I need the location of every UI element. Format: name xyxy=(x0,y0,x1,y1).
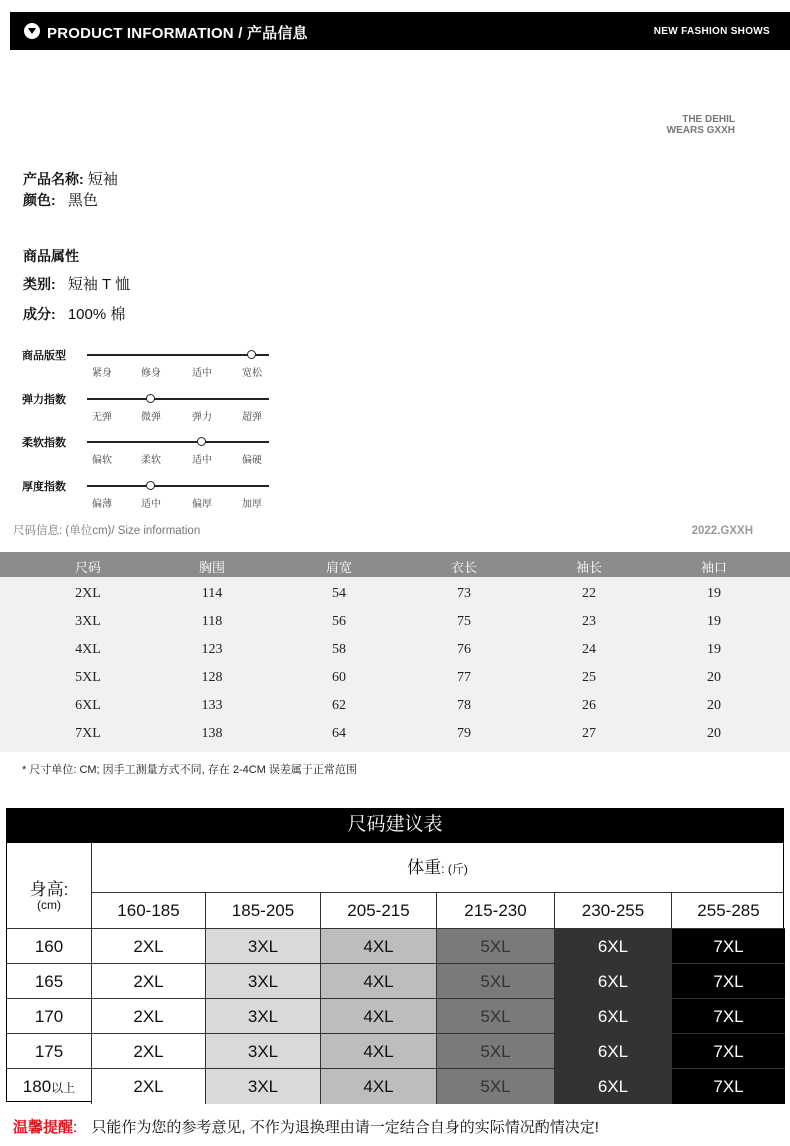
index-option: 无弹 xyxy=(92,412,112,423)
size-table-cell: 114 xyxy=(201,586,223,601)
size-cell: 6XL xyxy=(555,1069,672,1104)
size-cell: 2XL xyxy=(92,964,206,999)
height-cell xyxy=(7,1069,92,1104)
category-label: 类别: xyxy=(23,276,56,292)
index-option: 超弹 xyxy=(242,412,262,423)
index-option: 紧身 xyxy=(92,368,112,379)
index-track xyxy=(87,441,269,443)
size-table-cell: 128 xyxy=(201,670,223,685)
size-cell: 6XL xyxy=(555,964,672,999)
size-cell: 4XL xyxy=(321,999,437,1034)
size-table-cell: 56 xyxy=(332,614,346,629)
size-cell: 5XL xyxy=(437,999,555,1034)
material-label: 成分: xyxy=(23,306,56,322)
size-cell: 5XL xyxy=(437,964,555,999)
index-row xyxy=(22,478,282,522)
size-table-cell: 76 xyxy=(457,642,471,657)
down-arrow-icon xyxy=(24,23,40,39)
index-label: 厚度指数 xyxy=(22,481,66,493)
size-table-cell: 4XL xyxy=(75,642,101,657)
size-table-cell: 75 xyxy=(457,614,471,629)
index-option: 偏厚 xyxy=(192,499,212,510)
size-table-header-cell: 袖口 xyxy=(700,560,727,575)
size-cell: 4XL xyxy=(321,1034,437,1069)
size-cell: 4XL xyxy=(321,929,437,964)
size-table-cell: 20 xyxy=(707,698,721,713)
size-info-label: 尺码信息: (单位cm)/ Size information xyxy=(13,525,201,537)
attribute-material xyxy=(23,303,125,324)
size-cell: 6XL xyxy=(555,929,672,964)
height-cell xyxy=(7,929,92,964)
size-cell: 3XL xyxy=(206,929,321,964)
size-table-cell: 133 xyxy=(201,698,223,713)
product-color-value: 黑色 xyxy=(67,192,98,209)
size-table-header-cell: 衣长 xyxy=(450,560,477,575)
reminder-text: 只能作为您的参考意见, 不作为退换理由请一定结合自身的实际情况酌情决定! xyxy=(91,1119,599,1136)
index-row xyxy=(22,434,282,478)
material-value: 100% 棉 xyxy=(67,306,126,323)
size-table-cell: 78 xyxy=(457,698,471,713)
size-table-cell: 79 xyxy=(457,726,471,741)
size-cell: 6XL xyxy=(555,1034,672,1069)
size-cell: 3XL xyxy=(206,999,321,1034)
size-table-cell: 58 xyxy=(332,642,346,657)
size-table-cell: 19 xyxy=(707,586,721,601)
weight-unit: : (斤) xyxy=(441,862,468,876)
weight-label: 体重 xyxy=(407,858,442,877)
weight-range-cell: 185-205 xyxy=(206,893,321,929)
index-option: 宽松 xyxy=(242,368,262,379)
size-table-cell: 6XL xyxy=(75,698,101,713)
reminder-label: 温馨提醒 xyxy=(13,1119,74,1136)
index-option: 适中 xyxy=(192,368,212,379)
attributes-title: 商品属性 xyxy=(23,248,79,264)
size-cell: 2XL xyxy=(92,1069,206,1104)
size-table-header xyxy=(0,552,790,577)
size-cell: 7XL xyxy=(672,1069,785,1104)
attribute-category xyxy=(23,273,130,294)
index-knob xyxy=(146,394,155,403)
size-table-cell: 23 xyxy=(582,614,596,629)
weight-range-cell: 230-255 xyxy=(555,893,672,929)
size-table-cell: 118 xyxy=(201,614,223,629)
size-table-cell: 54 xyxy=(332,586,346,601)
index-knob xyxy=(146,481,155,490)
brand-line-1: THE DEHIL xyxy=(682,114,735,125)
size-table-cell: 62 xyxy=(332,698,346,713)
size-cell: 2XL xyxy=(92,999,206,1034)
size-cell: 3XL xyxy=(206,964,321,999)
index-row xyxy=(22,347,282,391)
size-cell: 4XL xyxy=(321,964,437,999)
size-table-header-cell: 肩宽 xyxy=(325,560,352,575)
index-option: 柔软 xyxy=(141,455,161,466)
product-name-label: 产品名称: xyxy=(23,171,84,187)
index-label: 柔软指数 xyxy=(22,437,66,449)
index-option: 适中 xyxy=(141,499,161,510)
height-value: 175 xyxy=(34,1042,64,1061)
header-tagline: NEW FASHION SHOWS xyxy=(653,26,770,37)
height-cell xyxy=(7,1034,92,1069)
height-header xyxy=(7,843,92,929)
height-unit: (cm) xyxy=(37,898,61,912)
size-table-cell: 27 xyxy=(582,726,596,741)
index-option: 偏软 xyxy=(92,455,112,466)
recommend-title: 尺码建议表 xyxy=(6,808,784,842)
brand-mark xyxy=(667,114,735,136)
size-table-cell: 19 xyxy=(707,614,721,629)
height-cell xyxy=(7,999,92,1034)
size-cell: 7XL xyxy=(672,1034,785,1069)
product-color-label: 颜色: xyxy=(23,192,56,208)
size-cell: 7XL xyxy=(672,999,785,1034)
header-bar xyxy=(10,12,790,50)
header-title: PRODUCT INFORMATION / 产品信息 xyxy=(47,25,308,42)
size-table-cell: 2XL xyxy=(75,586,101,601)
index-track xyxy=(87,485,269,487)
size-table-cell: 60 xyxy=(332,670,346,685)
size-table-cell: 138 xyxy=(201,726,223,741)
product-name-value: 短袖 xyxy=(87,171,118,188)
size-table-cell: 20 xyxy=(707,670,721,685)
size-cell: 7XL xyxy=(672,964,785,999)
size-cell: 7XL xyxy=(672,929,785,964)
index-label: 商品版型 xyxy=(22,350,66,362)
size-table-cell: 24 xyxy=(582,642,596,657)
size-table-cell: 5XL xyxy=(75,670,101,685)
index-track xyxy=(87,398,269,400)
size-cell: 4XL xyxy=(321,1069,437,1104)
height-suffix: 以上 xyxy=(51,1081,76,1095)
index-option: 微弹 xyxy=(141,412,161,423)
index-option: 偏硬 xyxy=(242,455,262,466)
size-table-cell: 20 xyxy=(707,726,721,741)
size-table-cell: 19 xyxy=(707,642,721,657)
recommend-grid xyxy=(6,842,784,1102)
size-table-cell: 3XL xyxy=(75,614,101,629)
size-table-cell: 26 xyxy=(582,698,596,713)
height-value: 165 xyxy=(34,972,64,991)
product-name xyxy=(23,168,118,189)
size-table-header-cell: 尺码 xyxy=(74,560,101,575)
weight-range-cell: 255-285 xyxy=(672,893,785,929)
year-label: 2022.GXXH xyxy=(691,525,753,537)
reminder-colon: : xyxy=(73,1119,78,1136)
weight-range-cell: 215-230 xyxy=(437,893,555,929)
index-option: 弹力 xyxy=(192,412,212,423)
size-table-cell: 73 xyxy=(457,586,471,601)
index-option: 适中 xyxy=(192,455,212,466)
size-table-cell: 64 xyxy=(332,726,346,741)
size-cell: 5XL xyxy=(437,1034,555,1069)
weight-header xyxy=(92,843,783,893)
brand-line-2: WEARS GXXH xyxy=(666,125,735,136)
size-cell: 6XL xyxy=(555,999,672,1034)
size-cell: 2XL xyxy=(92,929,206,964)
height-label: 身高: xyxy=(29,880,69,899)
index-track xyxy=(87,354,269,356)
weight-range-cell: 205-215 xyxy=(321,893,437,929)
index-row xyxy=(22,391,282,435)
size-table-header-cell: 袖长 xyxy=(575,560,602,575)
size-table-cell: 7XL xyxy=(75,726,101,741)
measurement-note: * 尺寸单位: CM; 因手工测量方式不同, 存在 2-4CM 误差属于正常范围 xyxy=(22,764,357,776)
index-label: 弹力指数 xyxy=(22,394,66,406)
size-table-cell: 22 xyxy=(582,586,596,601)
index-knob xyxy=(247,350,256,359)
size-cell: 3XL xyxy=(206,1069,321,1104)
size-cell: 5XL xyxy=(437,1069,555,1104)
height-value: 180 xyxy=(22,1077,52,1096)
size-table-header-cell: 胸围 xyxy=(198,560,225,575)
index-knob xyxy=(197,437,206,446)
reminder xyxy=(13,1116,599,1137)
product-color xyxy=(23,189,98,210)
index-option: 偏薄 xyxy=(92,499,112,510)
weight-range-cell: 160-185 xyxy=(92,893,206,929)
height-cell xyxy=(7,964,92,999)
size-table-cell: 25 xyxy=(582,670,596,685)
size-cell: 2XL xyxy=(92,1034,206,1069)
height-value: 170 xyxy=(34,1007,64,1026)
size-cell: 3XL xyxy=(206,1034,321,1069)
size-cell: 5XL xyxy=(437,929,555,964)
category-value: 短袖 T 恤 xyxy=(67,276,131,293)
size-table xyxy=(0,552,790,752)
index-option: 加厚 xyxy=(242,499,262,510)
height-value: 160 xyxy=(34,937,64,956)
index-option: 修身 xyxy=(141,368,161,379)
size-table-cell: 77 xyxy=(457,670,471,685)
size-table-cell: 123 xyxy=(201,642,223,657)
